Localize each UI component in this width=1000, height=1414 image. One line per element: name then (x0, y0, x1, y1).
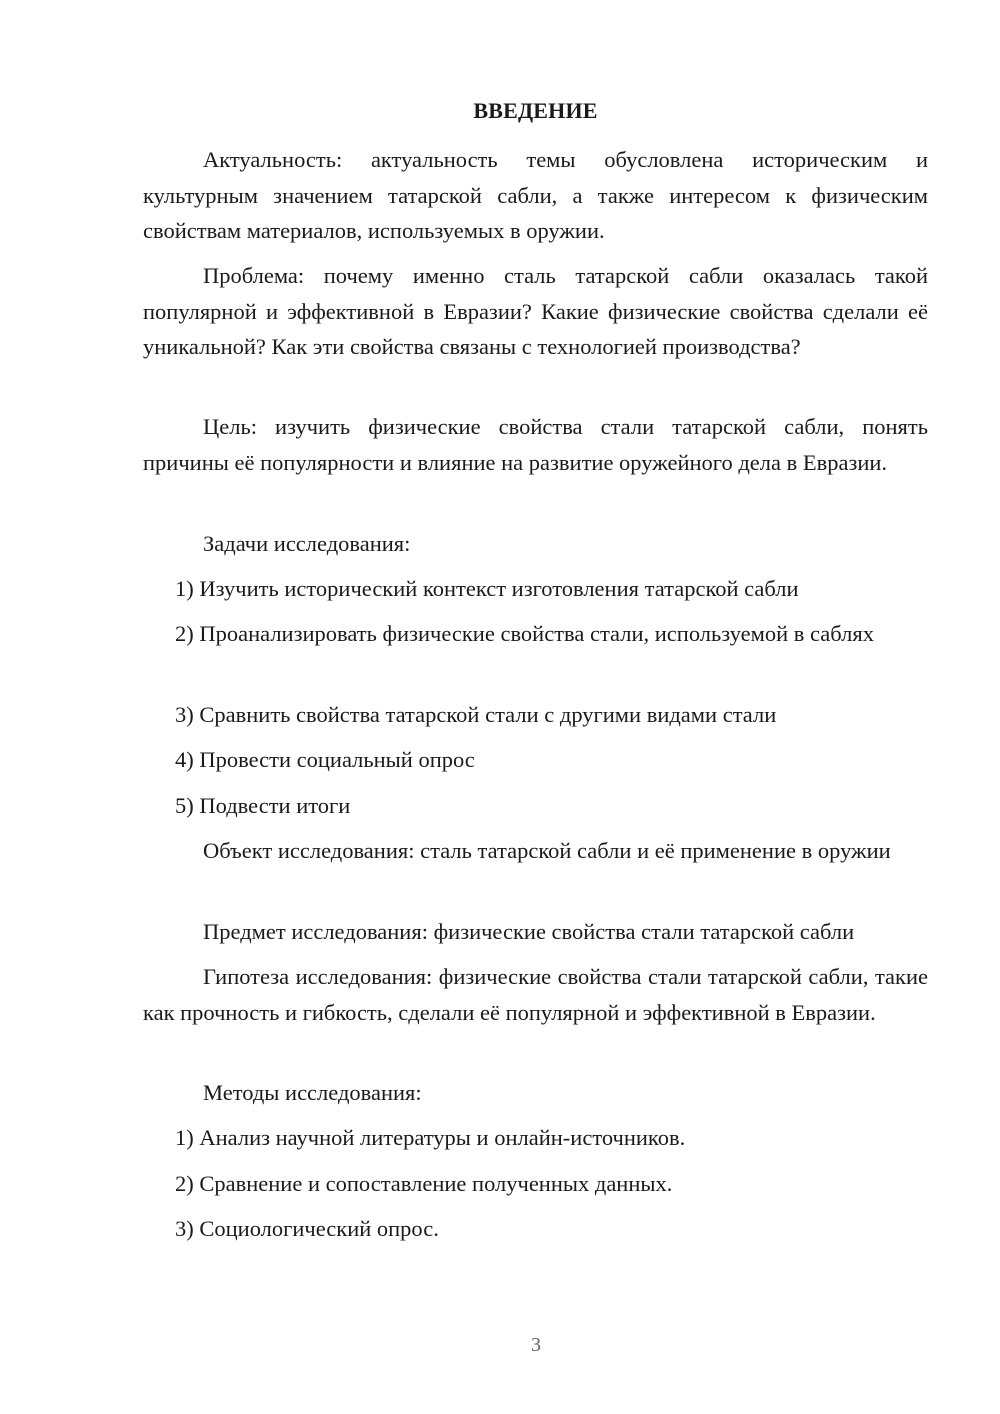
method-item-3: 3) Социологический опрос. (175, 1216, 439, 1241)
task-item-1: 1) Изучить исторический контекст изготовления татарской сабли (175, 576, 799, 601)
method-item-2: 2) Сравнение и сопоставление полученных данных. (175, 1171, 673, 1196)
task-item-4: 4) Провести социальный опрос (175, 747, 475, 772)
hypothesis-paragraph: Гипотеза исследования: физические свойства стали татарской сабли, такие как прочность и гибкость, сделали её популярной и эффективной в Евразии. (143, 964, 928, 1025)
problem-paragraph: Проблема: почему именно сталь татарской сабли оказалась такой популярной и эффективной в Евразии? Какие физические свойства сделали её уникальной? Как эти свойства связаны с технологией производства? (143, 263, 928, 359)
subject-paragraph: Предмет исследования: физические свойства стали татарской сабли (203, 919, 855, 944)
tasks-heading: Задачи исследования: (203, 531, 411, 556)
goal-paragraph: Цель: изучить физические свойства стали татарской сабли, понять причины её популярности и влияние на развитие оружейного дела в Евразии. (143, 414, 928, 475)
task-item-2: 2) Проанализировать физические свойства стали, используемой в саблях (175, 621, 874, 646)
task-item-5: 5) Подвести итоги (175, 793, 351, 818)
method-item-1: 1) Анализ научной литературы и онлайн-источников. (175, 1125, 686, 1150)
object-paragraph: Объект исследования: сталь татарской сабли и её применение в оружии (203, 838, 891, 863)
section-title: ВВЕДЕНИЕ (473, 98, 598, 123)
relevance-paragraph: Актуальность: актуальность темы обусловлена историческим и культурным значением татарской сабли, а также интересом к физическим свойствам материалов, используемых в оружии. (143, 147, 928, 243)
task-item-3: 3) Сравнить свойства татарской стали с другими видами стали (175, 702, 777, 727)
methods-heading: Методы исследования: (203, 1080, 422, 1105)
page-number: 3 (531, 1334, 541, 1356)
